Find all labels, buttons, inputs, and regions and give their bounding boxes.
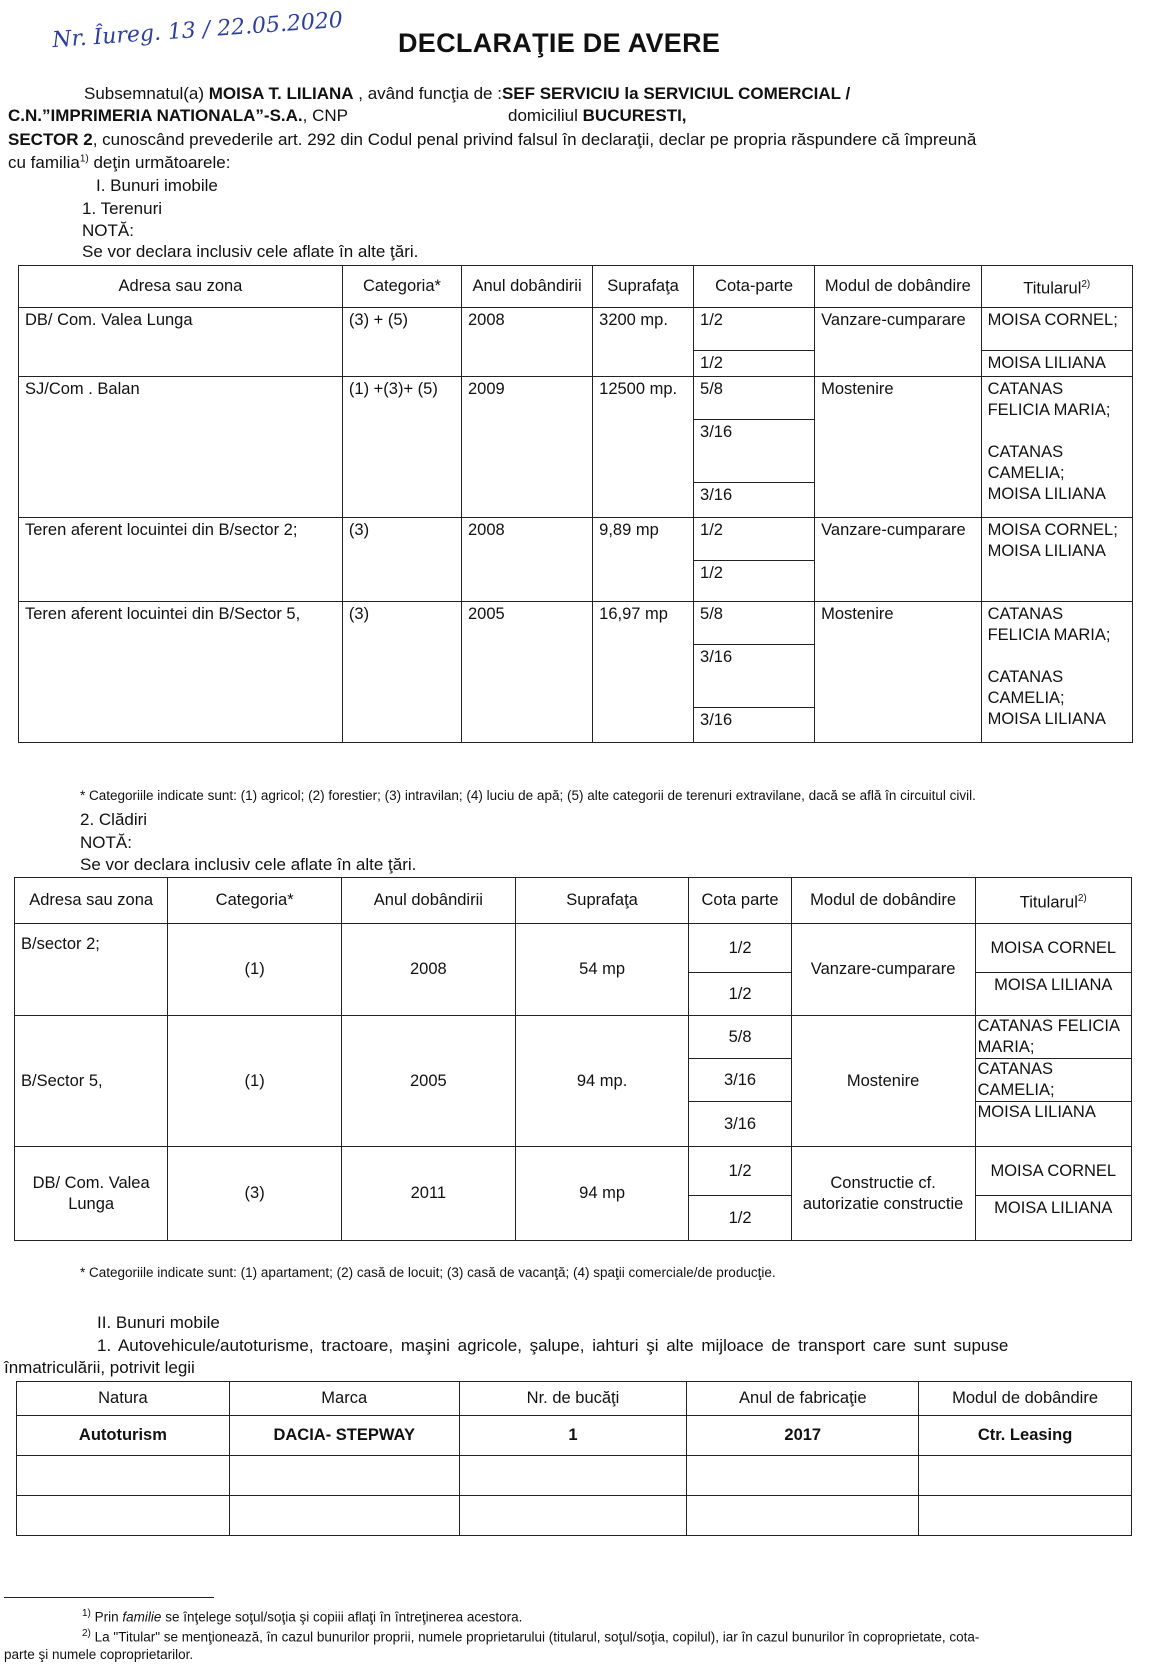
subsection-terenuri: 1. Terenuri: [82, 199, 163, 218]
terenuri-table: [18, 265, 1133, 743]
declarant-name: MOISA T. LILIANA: [208, 84, 354, 103]
footnote-2: $^{2)}$ La "Titular" se menţionează, în cazul bunurilor proprii, numele proprietarului (titularul, soţul/soţia, copilul), iar în cazul bunurilor în coproprietate, cota-: [82, 1628, 980, 1645]
subsection-cladiri: 2. Clădiri: [80, 810, 148, 829]
col-header: Anul dobândirii: [342, 878, 516, 924]
autovehicule-table: [16, 1381, 1132, 1536]
subsection-autovehicule-cont: înmatriculării, potrivit legii: [4, 1358, 195, 1377]
table-row: [17, 1456, 1132, 1496]
table-row: 3/16 CATANAS CAMELIA;: [15, 1059, 1132, 1102]
table-header-row: [15, 878, 1132, 924]
page-title: DECLARAŢIE DE AVERE: [398, 28, 721, 58]
table-row: Teren aferent locuintei din B/Sector 5, (3) 2005 16,97 mp 5/8 Mostenire CATANAS FELICIA MARIA; CATANAS CAMELIA; MOISA LILIANA: [19, 602, 1133, 645]
table-row: 3/16: [19, 645, 1133, 708]
table-row: B/sector 2; (1) 2008 54 mp 1/2 Vanzare-cumparare MOISA CORNEL: [15, 924, 1132, 973]
col-header: Categoria*: [168, 878, 342, 924]
table-row: [17, 1496, 1132, 1536]
table-row: 3/16 MOISA LILIANA: [15, 1102, 1132, 1147]
col-header: Titularul$^{2)}$: [975, 878, 1131, 924]
declarant-function: SEF SERVICIU la SERVICIUL COMERCIAL /: [501, 84, 851, 103]
table-header-row: [17, 1382, 1132, 1416]
table-row: Teren aferent locuintei din B/sector 2; (3) 2008 9,89 mp 1/2 Vanzare-cumparare MOISA CORNEL; MOISA LILIANA: [19, 518, 1133, 561]
footnote-1: $^{1)}$ Prin familie se înţelege soţul/soţia şi copiii aflaţi în întreţinerea acestora.: [82, 1608, 523, 1625]
nota-label: NOTĂ:: [80, 833, 132, 852]
col-header: Marca: [229, 1382, 459, 1416]
cladiri-table: [14, 877, 1132, 1241]
terenuri-footnote: * Categoriile indicate sunt: (1) agricol; (2) forestier; (3) intravilan; (4) luciu de apă; (5) alte categorii de terenuri extravilane, dacă se află în circuitul civil.: [80, 788, 976, 803]
col-header: Modul de dobândire: [815, 266, 981, 308]
domicile-sector: SECTOR 2: [8, 130, 93, 149]
subsection-autovehicule: 1. Autovehicule/autoturisme, tractoare, maşini agricole, şalupe, iahturi şi alte mijloace de transport care sunt supuse: [97, 1336, 1009, 1355]
intro-line-4: cu familia$^{1)}$ deţin următoarele:: [8, 153, 231, 172]
table-row: 3/16: [19, 708, 1133, 743]
table-row: SJ/Com . Balan (1) +(3)+ (5) 2009 12500 mp. 5/8 Mostenire CATANAS FELICIA MARIA; CATANAS CAMELIA; MOISA LILIANA: [19, 377, 1133, 420]
col-header: Adresa sau zona: [19, 266, 343, 308]
col-header: Anul dobândirii: [461, 266, 592, 308]
footnote-divider: [4, 1597, 214, 1598]
section-heading-imobile: I. Bunuri imobile: [96, 176, 218, 195]
table-row: DB/ Com. Valea Lunga (3) + (5) 2008 3200 mp. 1/2 Vanzare-cumparare MOISA CORNEL;: [19, 308, 1133, 351]
col-header: Cota-parte: [694, 266, 815, 308]
registration-stamp: Nr. Îureg. 13 / 22.05.2020: [51, 7, 344, 54]
col-header: Nr. de bucăţi: [459, 1382, 687, 1416]
cladiri-footnote: * Categoriile indicate sunt: (1) apartament; (2) casă de locuit; (3) casă de vacanţă; (4) spaţii comerciale/de producţie.: [80, 1265, 776, 1280]
table-row: DB/ Com. Valea Lunga (3) 2011 94 mp 1/2 Constructie cf. autorizatie constructie MOISA CORNEL: [15, 1147, 1132, 1196]
domicile-city: BUCURESTI,: [582, 106, 687, 125]
col-header: Cota parte: [689, 878, 791, 924]
footnote-2-cont: parte şi numele coproprietarilor.: [4, 1647, 194, 1662]
col-header: Modul de dobândire: [791, 878, 975, 924]
nota-text: Se vor declara inclusiv cele aflate în alte ţări.: [80, 855, 417, 874]
nota-text: Se vor declara inclusiv cele aflate în alte ţări.: [82, 242, 419, 261]
nota-label: NOTĂ:: [82, 221, 134, 240]
col-header: Modul de dobândire: [919, 1382, 1132, 1416]
intro-line-1: Subsemnatul(a) MOISA T. LILIANA , având funcţia de :SEF SERVICIU la SERVICIUL COMERCIAL /: [84, 84, 851, 103]
col-header: Suprafaţa: [515, 878, 689, 924]
col-header: Natura: [17, 1382, 230, 1416]
table-row: B/Sector 5, (1) 2005 94 mp. 5/8 Mostenire CATANAS FELICIA MARIA;: [15, 1016, 1132, 1059]
table-row: Autoturism DACIA- STEPWAY 1 2017 Ctr. Leasing: [17, 1416, 1132, 1456]
table-row: 1/2 MOISA LILIANA: [15, 973, 1132, 1016]
table-row: 3/16: [19, 420, 1133, 483]
col-header: Categoria*: [342, 266, 461, 308]
table-header-row: [19, 266, 1133, 308]
col-header: Suprafaţa: [593, 266, 694, 308]
col-header: Anul de fabricaţie: [687, 1382, 919, 1416]
section-heading-mobile: II. Bunuri mobile: [97, 1313, 220, 1332]
table-row: 1/2 MOISA LILIANA: [19, 351, 1133, 377]
intro-line-3: SECTOR 2, cunoscând prevederile art. 292 din Codul penal privind falsul în declaraţii, declar pe propria răspundere că împreună: [8, 130, 977, 149]
table-row: 1/2 MOISA LILIANA: [15, 1196, 1132, 1241]
col-header: Titularul$^{2)}$: [981, 266, 1132, 308]
col-header: Adresa sau zona: [15, 878, 168, 924]
table-row: 1/2: [19, 561, 1133, 602]
intro-line-2: C.N.”IMPRIMERIA NATIONALA”-S.A., CNP domiciliul BUCURESTI,: [8, 106, 687, 125]
table-row: 3/16: [19, 483, 1133, 518]
institution-name: C.N.”IMPRIMERIA NATIONALA”-S.A.: [8, 106, 303, 125]
